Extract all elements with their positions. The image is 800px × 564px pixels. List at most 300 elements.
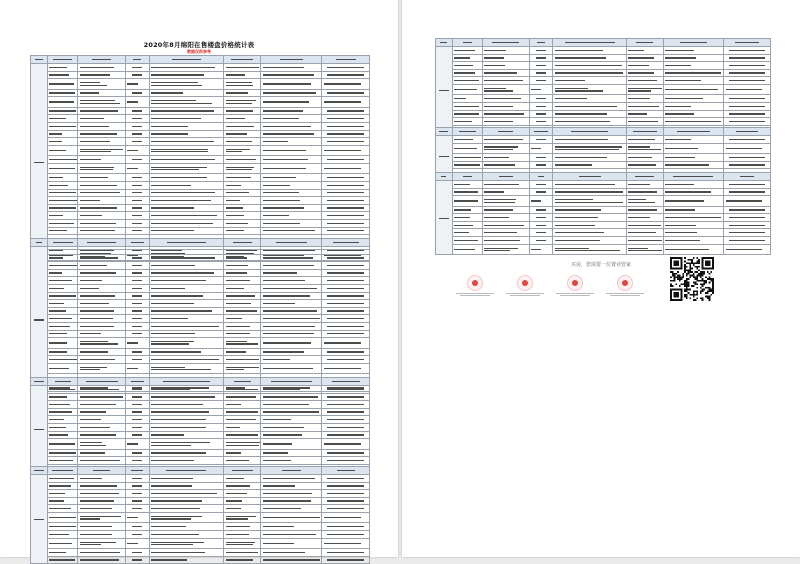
table-cell [529, 188, 552, 196]
table-cell [261, 292, 322, 300]
table-cell [724, 237, 771, 245]
header-cell [149, 467, 224, 475]
table-cell [78, 292, 125, 300]
table-cell [224, 531, 261, 539]
table-row [31, 512, 370, 523]
table-cell [626, 214, 663, 222]
table-cell [482, 237, 529, 245]
header-cell [482, 173, 529, 181]
table-cell [724, 221, 771, 229]
table-cell [724, 181, 771, 189]
table-cell [322, 549, 370, 557]
table-cell [322, 284, 370, 292]
table-cell [529, 103, 552, 111]
table-cell [261, 338, 322, 349]
table-cell [261, 505, 322, 513]
table-row [31, 284, 370, 292]
table-cell [125, 277, 149, 285]
table-cell [261, 204, 322, 212]
table-cell [125, 556, 149, 564]
header-cell [149, 239, 224, 247]
table-cell [78, 338, 125, 349]
table-cell [724, 84, 771, 95]
table-cell [261, 307, 322, 315]
table-cell [47, 79, 78, 90]
table-cell [125, 538, 149, 549]
table-cell [125, 549, 149, 557]
table-cell [224, 549, 261, 557]
table-cell [125, 145, 149, 156]
table-cell [261, 284, 322, 292]
table-cell [529, 206, 552, 214]
table-cell [125, 416, 149, 424]
table-cell [78, 212, 125, 220]
table-cell [482, 95, 529, 103]
table-cell [452, 161, 482, 169]
table-cell [125, 497, 149, 505]
table-cell [626, 229, 663, 237]
table-row [436, 143, 771, 154]
table-cell [724, 54, 771, 62]
table-cell [224, 401, 261, 409]
table-cell [261, 227, 322, 235]
table-cell [663, 84, 723, 95]
table-row [31, 79, 370, 90]
table-cell [149, 247, 224, 255]
feature-icon-3 [567, 275, 583, 291]
table-cell [47, 338, 78, 349]
feature-icon-2 [517, 275, 533, 291]
table-row [31, 348, 370, 356]
table-cell [529, 54, 552, 62]
table-cell [149, 401, 224, 409]
table-cell [553, 221, 627, 229]
table-cell [125, 71, 149, 79]
table-cell [47, 204, 78, 212]
table-cell [261, 490, 322, 498]
table-cell [149, 393, 224, 401]
table-cell [125, 189, 149, 197]
table-cell [724, 161, 771, 169]
table-cell [47, 549, 78, 557]
table-cell [224, 254, 261, 262]
table-row [436, 229, 771, 237]
table-cell [322, 512, 370, 523]
table-cell [322, 423, 370, 431]
header-cell [224, 239, 261, 247]
table-cell [261, 71, 322, 79]
header-cell [322, 467, 370, 475]
table-row [31, 356, 370, 364]
table-cell [322, 212, 370, 220]
table-cell [78, 189, 125, 197]
table-row [436, 206, 771, 214]
table-cell [322, 79, 370, 90]
table-cell [224, 269, 261, 277]
table-row [31, 122, 370, 130]
table-cell [322, 408, 370, 416]
table-cell [125, 363, 149, 374]
table-cell [149, 189, 224, 197]
table-cell [224, 197, 261, 205]
table-cell [322, 363, 370, 374]
table-cell [261, 482, 322, 490]
table-cell [553, 244, 627, 255]
table-cell [125, 262, 149, 270]
table-cell [224, 122, 261, 130]
table-cell [149, 138, 224, 146]
table-cell [78, 277, 125, 285]
header-cell [149, 378, 224, 386]
table-cell [529, 110, 552, 118]
table-cell [452, 95, 482, 103]
header-cell [78, 56, 125, 64]
table-cell [626, 206, 663, 214]
table-cell [529, 237, 552, 245]
table-cell [47, 174, 78, 182]
table-cell [529, 196, 552, 207]
table-cell [482, 221, 529, 229]
table-row [31, 300, 370, 308]
table-cell [149, 523, 224, 531]
table-row [436, 103, 771, 111]
table-cell [529, 214, 552, 222]
table-cell [78, 416, 125, 424]
table-cell [149, 497, 224, 505]
table-row [31, 181, 370, 189]
table-cell [626, 54, 663, 62]
table-cell [125, 423, 149, 431]
table-cell [261, 115, 322, 123]
document-page-1 [0, 0, 398, 557]
header-cell [31, 378, 48, 386]
table-row [31, 490, 370, 498]
table-cell [47, 212, 78, 220]
header-cell [724, 128, 771, 136]
table-cell [47, 497, 78, 505]
table-cell [224, 247, 261, 255]
table-cell [149, 505, 224, 513]
table-cell [553, 143, 627, 154]
table-cell [626, 95, 663, 103]
table-cell [322, 107, 370, 115]
table-cell [322, 322, 370, 330]
table-cell [224, 490, 261, 498]
table-cell [322, 457, 370, 465]
table-cell [322, 356, 370, 364]
table-row [31, 138, 370, 146]
table-cell [529, 77, 552, 85]
table-cell [529, 84, 552, 95]
table-cell [452, 136, 482, 144]
table-row [31, 401, 370, 409]
table-cell [529, 143, 552, 154]
table-cell [149, 197, 224, 205]
table-header-row [31, 378, 370, 386]
table-cell [125, 269, 149, 277]
table-cell [47, 247, 78, 255]
feature-item-1 [450, 275, 500, 296]
table-cell [322, 227, 370, 235]
table-cell [261, 189, 322, 197]
header-cell [452, 173, 482, 181]
table-cell [452, 154, 482, 162]
feature-item-3 [550, 275, 600, 296]
feature-icon-4 [617, 275, 633, 291]
header-cell [261, 467, 322, 475]
table-cell [149, 204, 224, 212]
qr-code-icon [670, 257, 714, 301]
table-cell [529, 244, 552, 255]
table-cell [78, 247, 125, 255]
table-cell [78, 284, 125, 292]
table-cell [125, 138, 149, 146]
table-cell [663, 136, 723, 144]
table-cell [261, 64, 322, 72]
table-row [31, 269, 370, 277]
price-table-section-3 [30, 377, 370, 472]
table-cell [78, 401, 125, 409]
table-cell [224, 64, 261, 72]
table-cell [149, 431, 224, 439]
table-row [31, 423, 370, 431]
table-cell [626, 47, 663, 55]
table-cell [626, 188, 663, 196]
table-cell [626, 110, 663, 118]
table-row [436, 154, 771, 162]
table-cell [149, 300, 224, 308]
table-cell [78, 174, 125, 182]
table-cell [149, 227, 224, 235]
table-cell [149, 423, 224, 431]
table-cell [78, 363, 125, 374]
table-cell [529, 154, 552, 162]
table-cell [322, 163, 370, 174]
table-cell [261, 181, 322, 189]
table-row [436, 221, 771, 229]
table-cell [149, 322, 224, 330]
table-cell [261, 89, 322, 97]
table-cell [482, 103, 529, 111]
table-cell [78, 156, 125, 164]
table-cell [482, 136, 529, 144]
table-cell [452, 84, 482, 95]
table-cell [224, 163, 261, 174]
table-cell [452, 229, 482, 237]
table-cell [224, 227, 261, 235]
table-cell [47, 277, 78, 285]
table-cell [224, 322, 261, 330]
table-cell [224, 416, 261, 424]
table-cell [261, 423, 322, 431]
table-cell [224, 89, 261, 97]
table-cell [224, 307, 261, 315]
table-cell [47, 254, 78, 262]
table-cell [261, 254, 322, 262]
table-cell [322, 204, 370, 212]
table-header-row [31, 239, 370, 247]
table-cell [78, 89, 125, 97]
table-cell [322, 538, 370, 549]
table-cell [149, 156, 224, 164]
table-cell [322, 315, 370, 323]
table-cell [261, 107, 322, 115]
table-cell [724, 103, 771, 111]
table-row [31, 538, 370, 549]
table-cell [322, 490, 370, 498]
table-row [436, 54, 771, 62]
table-row [31, 89, 370, 97]
header-cell [78, 378, 125, 386]
table-cell [553, 118, 627, 126]
table-cell [553, 161, 627, 169]
table-cell [724, 62, 771, 70]
table-cell [149, 163, 224, 174]
table-row [436, 84, 771, 95]
table-row [31, 107, 370, 115]
table-cell [47, 393, 78, 401]
table-cell [724, 136, 771, 144]
table-cell [261, 262, 322, 270]
table-cell [78, 204, 125, 212]
table-cell [224, 300, 261, 308]
table-cell [149, 556, 224, 564]
table-cell [322, 401, 370, 409]
table-cell [261, 219, 322, 227]
header-cell [452, 39, 482, 47]
table-cell [125, 505, 149, 513]
table-cell [261, 79, 322, 90]
table-cell [125, 330, 149, 338]
table-cell [149, 79, 224, 90]
table-cell [149, 262, 224, 270]
table-cell [224, 439, 261, 450]
table-cell [322, 330, 370, 338]
table-row [31, 64, 370, 72]
table-cell [553, 188, 627, 196]
table-cell [322, 254, 370, 262]
table-cell [47, 386, 78, 394]
table-row [31, 416, 370, 424]
table-cell [224, 538, 261, 549]
table-cell [224, 71, 261, 79]
table-row [31, 449, 370, 457]
table-cell [322, 181, 370, 189]
table-cell [224, 423, 261, 431]
table-cell [47, 181, 78, 189]
table-cell [78, 254, 125, 262]
table-cell [125, 393, 149, 401]
region-cell [436, 47, 453, 133]
table-cell [149, 115, 224, 123]
table-cell [78, 79, 125, 90]
table-cell [149, 330, 224, 338]
table-cell [553, 196, 627, 207]
table-cell [663, 214, 723, 222]
table-cell [78, 145, 125, 156]
table-cell [724, 196, 771, 207]
header-cell [626, 39, 663, 47]
table-cell [224, 130, 261, 138]
table-cell [553, 229, 627, 237]
table-cell [47, 408, 78, 416]
table-row [31, 262, 370, 270]
table-cell [724, 110, 771, 118]
table-cell [724, 118, 771, 126]
table-row [31, 531, 370, 539]
header-cell [436, 128, 453, 136]
table-cell [322, 292, 370, 300]
table-cell [626, 237, 663, 245]
table-cell [125, 300, 149, 308]
table-cell [125, 97, 149, 108]
table-cell [224, 408, 261, 416]
table-cell [452, 221, 482, 229]
table-cell [224, 219, 261, 227]
table-cell [529, 229, 552, 237]
table-cell [452, 103, 482, 111]
table-cell [78, 393, 125, 401]
table-cell [553, 214, 627, 222]
table-cell [261, 393, 322, 401]
table-cell [47, 292, 78, 300]
header-cell [529, 173, 552, 181]
table-cell [452, 188, 482, 196]
table-cell [125, 512, 149, 523]
table-cell [322, 475, 370, 483]
footer-slogan: 买房，您需要一位置业管家 [570, 262, 631, 268]
table-cell [78, 227, 125, 235]
document-page-2 [402, 0, 800, 557]
table-cell [47, 89, 78, 97]
table-cell [125, 89, 149, 97]
table-row [436, 161, 771, 169]
header-cell [626, 173, 663, 181]
table-row [31, 457, 370, 465]
table-row [436, 110, 771, 118]
table-cell [529, 62, 552, 70]
table-cell [78, 475, 125, 483]
table-cell [322, 556, 370, 564]
table-cell [261, 300, 322, 308]
table-cell [482, 244, 529, 255]
table-cell [47, 307, 78, 315]
table-cell [322, 138, 370, 146]
table-cell [78, 107, 125, 115]
table-row [31, 227, 370, 235]
table-cell [78, 181, 125, 189]
header-cell [125, 378, 149, 386]
table-row [31, 338, 370, 349]
table-row [436, 77, 771, 85]
table-cell [78, 315, 125, 323]
table-row [436, 118, 771, 126]
table-cell [261, 138, 322, 146]
table-row [31, 189, 370, 197]
table-cell [47, 356, 78, 364]
table-row [31, 219, 370, 227]
table-cell [553, 154, 627, 162]
table-cell [149, 538, 224, 549]
table-cell [47, 512, 78, 523]
table-cell [261, 174, 322, 182]
table-cell [663, 237, 723, 245]
table-cell [47, 156, 78, 164]
table-cell [663, 161, 723, 169]
table-cell [663, 229, 723, 237]
table-cell [224, 512, 261, 523]
header-cell [724, 39, 771, 47]
